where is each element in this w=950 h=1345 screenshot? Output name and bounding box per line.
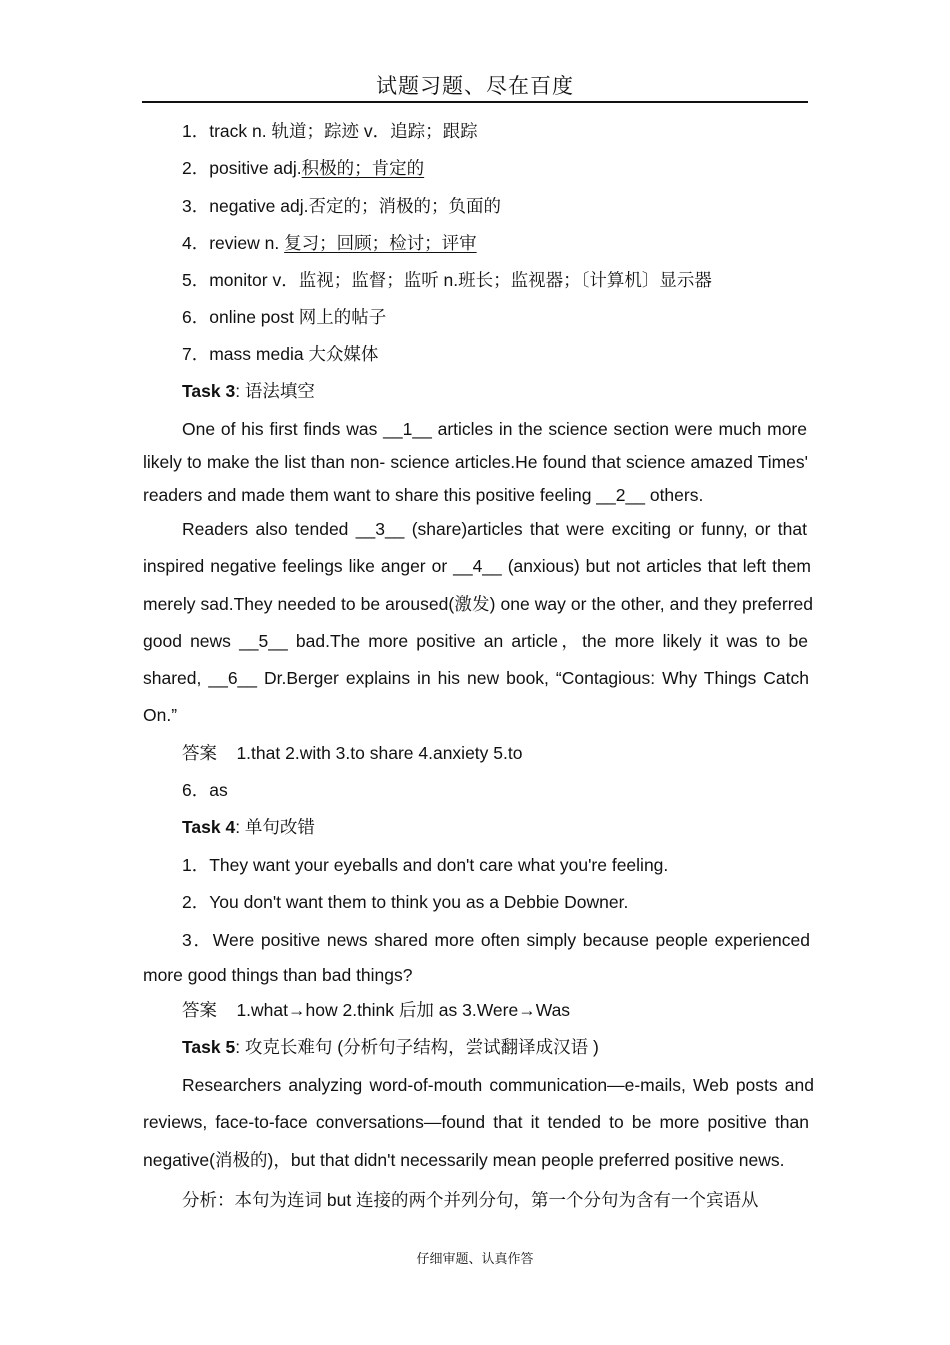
task3-line-5: inspired negative feelings like anger or __4__ (anxious) but not articles that left them	[143, 556, 811, 576]
vocab-item-5: 5．monitor v．监视；监督；监听 n.班长；监视器；〔计算机〕显示器	[182, 270, 712, 290]
task4-item-1: 1．They want your eyeballs and don't care what you're feeling.	[182, 855, 669, 875]
task4-item-2: 2．You don't want them to think you as a Debbie Downer.	[182, 892, 629, 912]
task4-answer: 答案 1.what→how 2.think 后加 as 3.Were→Was	[182, 1000, 571, 1020]
task3-line-2: likely to make the list than non- science articles.He found that science amazed Times'	[143, 452, 808, 472]
task4-item-3-cont: more good things than bad things?	[143, 965, 413, 985]
vocab-item-7: 7．mass media 大众媒体	[182, 344, 379, 364]
task3-line-4: Readers also tended __3__ (share)articles that were exciting or funny, or that	[182, 519, 807, 539]
task5-line-1: Researchers analyzing word-of-mouth communication—e-mails, Web posts and	[182, 1075, 814, 1095]
vocab-item-1: 1．track n. 轨道；踪迹 v．追踪；跟踪	[182, 121, 478, 141]
vocab-item-3: 3．negative adj.否定的；消极的；负面的	[182, 196, 501, 216]
page-footer: 仔细审题、认真作答	[416, 1252, 534, 1267]
task3-line-7: good news __5__ bad.The more positive an article，the more likely it was to be	[143, 631, 808, 651]
vocab-item-4: 4．review n. 复习；回顾；检讨；评审	[182, 233, 477, 253]
task3-line-9: On.”	[143, 705, 178, 725]
task3-answer-cont: 6．as	[182, 780, 228, 800]
page-header-title: 试题习题、尽在百度	[376, 74, 574, 98]
task3-line-1: One of his first finds was __1__ articles in the science section were much more	[182, 419, 807, 439]
task3-answer: 答案 1.that 2.with 3.to share 4.anxiety 5.to	[182, 743, 523, 763]
task3-line-3: readers and made them want to share this positive feeling __2__ others.	[143, 485, 704, 505]
task5-line-3: negative(消极的)，but that didn't necessarily mean people preferred positive news.	[143, 1150, 785, 1170]
task5-analysis: 分析：本句为连词 but 连接的两个并列分句，第一个分句为含有一个宾语从	[182, 1190, 759, 1210]
task4-item-3: 3．Were positive news shared more often simply because people experienced	[182, 930, 810, 950]
vocab-item-2: 2．positive adj.积极的；肯定的	[182, 158, 425, 178]
task5-line-2: reviews, face-to-face conversations—found that it tended to be more positive than	[143, 1112, 809, 1132]
task3-line-8: shared, __6__ Dr.Berger explains in his new book, “Contagious: Why Things Catch	[143, 668, 809, 688]
vocab-item-6: 6．online post 网上的帖子	[182, 307, 387, 327]
task3-line-6: merely sad.They needed to be aroused(激发) one way or the other, and they preferred	[143, 594, 813, 614]
task3-heading: Task 3: 语法填空	[182, 381, 315, 401]
header-rule	[142, 101, 808, 103]
task4-heading: Task 4: 单句改错	[182, 817, 315, 837]
task5-heading: Task 5: 攻克长难句 (分析句子结构，尝试翻译成汉语 )	[182, 1037, 599, 1057]
